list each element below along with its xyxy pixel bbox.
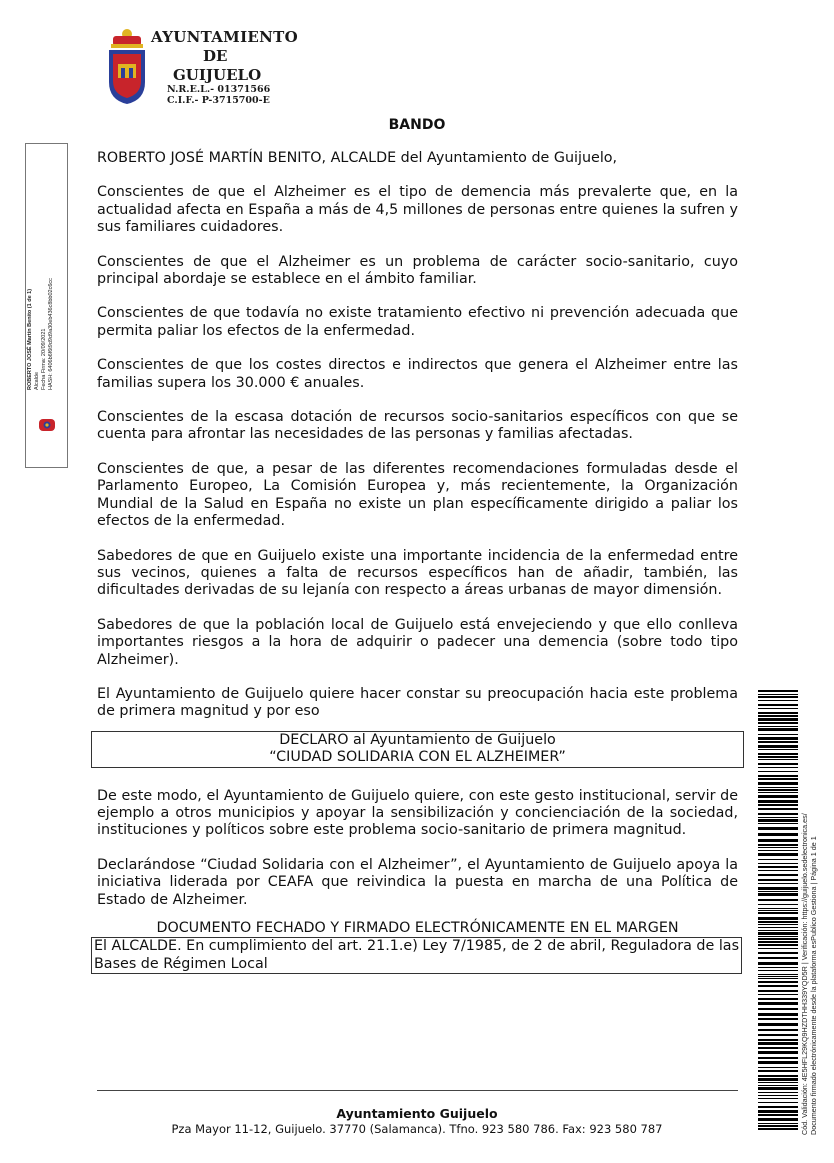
paragraph: Conscientes de que los costes directos e indirectos que genera el Alzheimer entre las familias supera los 30.000 € anuales. <box>97 357 738 391</box>
closing-paragraph: De este modo, el Ayuntamiento de Guijuelo quiere, con este gesto institucional, servir de ejemplo a otros municipios y apoyar la sensibilización y concienciación de la sociedad, instituciones y políticos sobre este problema socio-sanitario de primera magnitud. <box>97 787 738 839</box>
alcalde-note-box: El ALCALDE. En cumplimiento del art. 21.1.e) Ley 7/1985, de 2 de abril, Reguladora de las Bases de Régimen Local <box>91 937 742 974</box>
small-shield-icon <box>37 418 57 432</box>
signature-hash: HASH: 6406b6f6t9d9d9a30eb436c8bb02c6cc <box>48 278 54 390</box>
document-body <box>94 150 740 974</box>
org-line-1: AYUNTAMIENTO <box>151 28 298 46</box>
footer-divider <box>97 1090 738 1091</box>
cif-number: C.I.F.- P-3715700-E <box>167 95 270 106</box>
signer-role: Alcalde <box>34 371 40 390</box>
verification-text <box>800 695 818 1135</box>
org-line-2: DE <box>203 47 228 65</box>
paragraph: Conscientes de que el Alzheimer es el tipo de demencia más prevalerte que, en la actualidad afecta en España a más de 4,5 millones de personas entre quienes la sufren y sus familiares cuidadores. <box>97 184 738 236</box>
verification-line-2: Documento firmado electrónicamente desde la plataforma esPublico Gestiona | Página 1 de 1 <box>809 836 818 1135</box>
nrel-number: N.R.E.L.- 01371566 <box>167 84 271 95</box>
footer-organization: Ayuntamiento Guijuelo <box>336 1106 498 1121</box>
paragraph: Sabedores de que la población local de Guijuelo está envejeciendo y que ello conlleva importantes riesgos a la hora de adquirir o padecer una demencia (sobre todo tipo Alzheimer). <box>97 616 738 668</box>
signer-name: ROBERTO JOSÉ Martín Benito (1 de 1) <box>27 288 33 390</box>
signature-date: Fecha Firma: 20/09/2021 <box>41 328 47 390</box>
paragraph: Conscientes de que todavía no existe tratamiento efectivo ni prevención adecuada que permita paliar los efectos de la enfermedad. <box>97 305 738 339</box>
footer-address: Pza Mayor 11-12, Guijuelo. 37770 (Salamanca). Tfno. 923 580 786. Fax: 923 580 787 <box>171 1122 663 1136</box>
signature-text <box>27 240 55 390</box>
document-title: BANDO <box>388 117 446 133</box>
organization-name <box>151 28 298 106</box>
declaration-line-1: DECLARO al Ayuntamiento de Guijuelo <box>279 731 556 748</box>
paragraph: Sabedores de que en Guijuelo existe una importante incidencia de la enfermedad entre sus vecinos, quienes a falta de recursos específicos han de añadir, también, las dificultades derivadas de su lejanía con respecto a áreas urbanas de mayor dimensión. <box>97 547 738 599</box>
paragraph: Conscientes de que el Alzheimer es un problema de carácter socio-sanitario, cuyo principal abordaje se establece en el ámbito familiar. <box>97 253 738 288</box>
verification-line-1: Cód. Validación: 4E5HFL29KQ9HZDTHH339YQD5R | Verificación: https://guijuelo.sedelectronica.es/ <box>800 813 809 1135</box>
org-line-3: GUIJUELO <box>173 66 262 84</box>
paragraph: Conscientes de la escasa dotación de recursos socio-sanitarios específicos con que se cuenta para afrontar las necesidades de las personas y familias afectadas. <box>97 409 738 443</box>
paragraph: Conscientes de que, a pesar de las diferentes recomendaciones formuladas desde el Parlamento Europeo, La Comisión Europea y, más recientemente, la Organización Mundial de la Salud en España no existe un plan específicamente dirigido a paliar los efectos de la enfermedad. <box>97 460 738 530</box>
paragraph: El Ayuntamiento de Guijuelo quiere hacer constar su preocupación hacia este problema de primera magnitud y por eso <box>97 685 738 720</box>
declaration-box <box>91 731 744 768</box>
barcode-icon <box>758 690 798 1130</box>
closing-paragraph: Declarándose “Ciudad Solidaria con el Alzheimer”, el Ayuntamiento de Guijuelo apoya la iniciativa liderada por CEAFA que reivindica la puesta en marcha de una Política de Estado de Alzheimer. <box>97 856 738 908</box>
coat-of-arms-icon <box>105 26 149 106</box>
declaration-line-2: “CIUDAD SOLIDARIA CON EL ALZHEIMER” <box>269 749 566 766</box>
signed-note: DOCUMENTO FECHADO Y FIRMADO ELECTRÓNICAMENTE EN EL MARGEN <box>156 920 679 936</box>
header <box>105 26 305 108</box>
intro-paragraph: ROBERTO JOSÉ MARTÍN BENITO, ALCALDE del Ayuntamiento de Guijuelo, <box>97 150 618 166</box>
